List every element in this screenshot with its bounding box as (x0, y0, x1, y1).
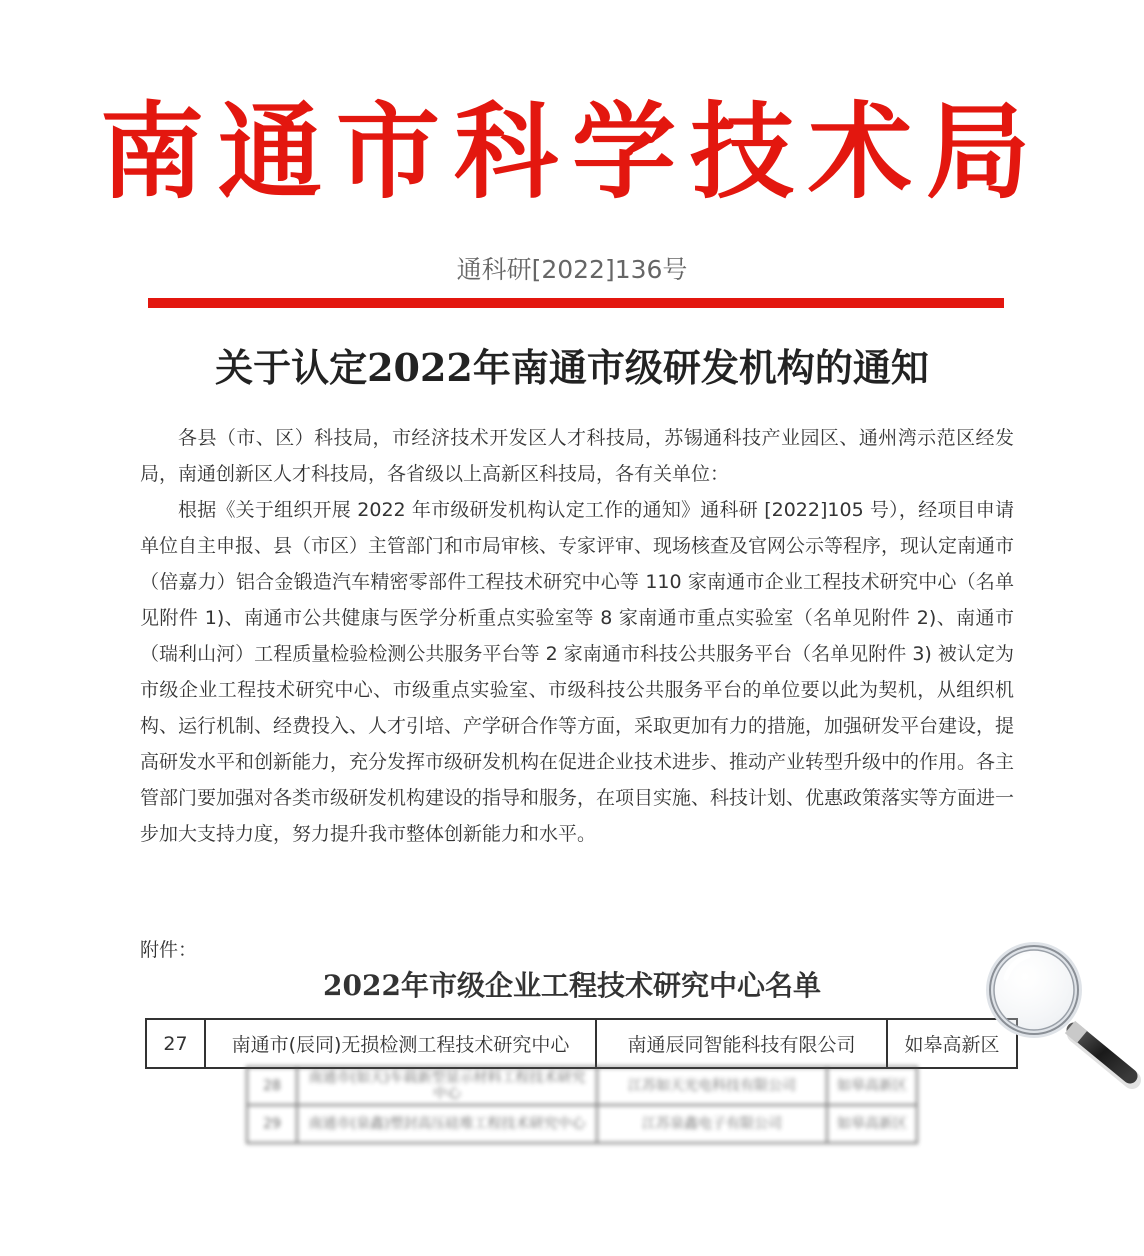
red-divider-line (148, 298, 1004, 308)
row-number-cell: 28 (247, 1067, 297, 1105)
company-cell: 江苏泉鑫电子有限公司 (597, 1105, 827, 1143)
notice-body (140, 420, 1014, 852)
notice-title: 关于认定2022年南通市级研发机构的通知 (215, 345, 929, 390)
center-name-cell: 南通市(辰同)无损检测工程技术研究中心 (205, 1019, 596, 1068)
attachment-table-title: 2022年市级企业工程技术研究中心名单 (323, 969, 821, 1002)
blurred-table-section (246, 1066, 918, 1144)
table-row (247, 1067, 917, 1105)
document-number: 通科研[2022]136号 (456, 255, 688, 284)
row-number-cell: 29 (247, 1105, 297, 1143)
company-cell: 江苏如天光电科技有限公司 (597, 1067, 827, 1105)
attachment-label: 附件： (140, 939, 198, 961)
table-row (146, 1019, 1017, 1068)
district-cell: 如皋高新区 (827, 1105, 917, 1143)
district-cell: 如皋高新区 (827, 1067, 917, 1105)
highlighted-table (145, 1018, 1018, 1069)
center-name-cell: 南通市(泉鑫)塑封高压硅堆工程技术研究中心 (297, 1105, 597, 1143)
blurred-table (246, 1066, 918, 1144)
company-cell: 南通辰同智能科技有限公司 (596, 1019, 887, 1068)
masthead-title: 南通市科学技术局 (99, 90, 1044, 213)
magnifying-glass-icon (986, 942, 1144, 1092)
district-cell: 如皋高新区 (887, 1019, 1017, 1068)
table-row (247, 1105, 917, 1143)
row-number-cell: 27 (146, 1019, 205, 1068)
center-name-cell: 南通市(如天)车载新型显示材料工程技术研究中心 (297, 1067, 597, 1105)
salutation-paragraph: 各县（市、区）科技局，市经济技术开发区人才科技局，苏锡通科技产业园区、通州湾示范区经发局，南通创新区人才科技局，各省级以上高新区科技局，各有关单位： (140, 427, 1014, 485)
content-paragraph: 根据《关于组织开展 2022 年市级研发机构认定工作的通知》通科研 [2022]105 号），经项目申请单位自主申报、县（市区）主管部门和市局审核、专家评审、现场核查及官网公示等程序，现认定南通市（倍嘉力）铝合金锻造汽车精密零部件工程技术研究中心等 110 家南通市企业工程技术研究中心（名单见附件 1)、南通市公共健康与医学分析重点实验室等 8 家南通市重点实验室（名单见附件 2)、南通市（瑞利山河）工程质量检验检测公共服务平台等 2 家南通市科技公共服务平台（名单见附件 3) 被认定为市级企业工程技术研究中心、市级重点实验室、市级科技公共服务平台的单位要以此为契机，从组织机构、运行机制、经费投入、人才引培、产学研合作等方面，采取更加有力的措施，加强研发平台建设，提高研发水平和创新能力，充分发挥市级研发机构在促进企业技术进步、推动产业转型升级中的作用。各主管部门要加强对各类市级研发机构建设的指导和服务，在项目实施、科技计划、优惠政策落实等方面进一步加大支持力度，努力提升我市整体创新能力和水平。 (140, 499, 1015, 845)
